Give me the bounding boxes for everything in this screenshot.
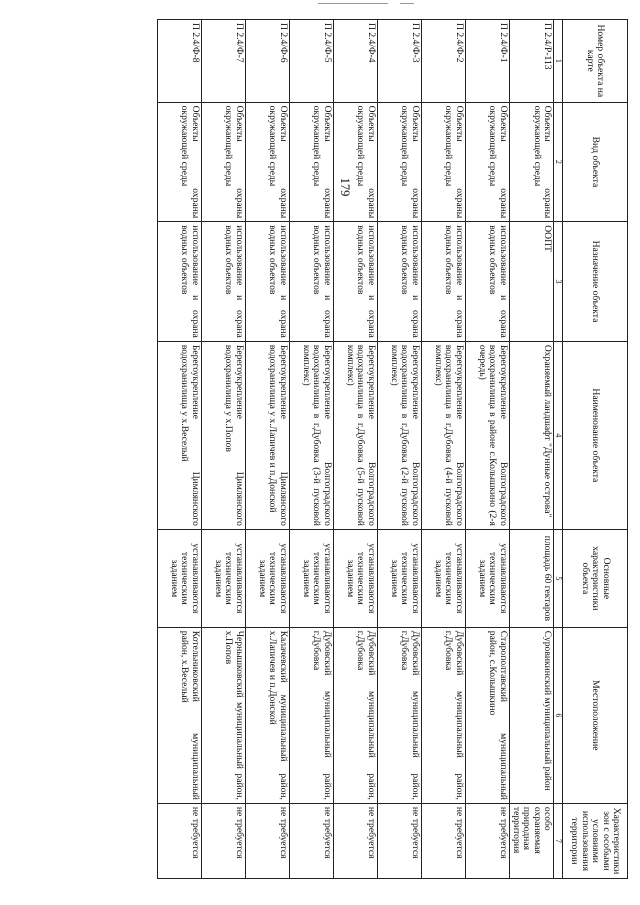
object-location-cell: Дубовский муниципальный район, г.Дубовка — [289, 627, 333, 803]
objects-table — [157, 19, 628, 879]
object-location-cell: Калачевский муниципальный район, х.Лапичев и п.Донской — [245, 627, 289, 803]
column-number: 6 — [554, 627, 563, 803]
column-header: Основные характеристики объекта — [563, 529, 628, 627]
object-purpose-cell: использование и охрана водных объектов — [289, 222, 333, 342]
rotated-table-wrapper — [130, 19, 628, 879]
zone-characteristics-cell: не требуется — [333, 803, 377, 878]
object-purpose-cell: использование и охрана водных объектов — [201, 222, 245, 342]
scan-edge-mark — [318, 3, 388, 4]
object-number-cell: П 2.4/Ф-7 — [201, 20, 245, 103]
table-body — [157, 20, 553, 879]
scan-edge-mark — [400, 3, 414, 4]
object-kind-cell: Объекты охраны окружающей среды — [289, 102, 333, 222]
object-purpose-cell: использование и охрана водных объектов — [421, 222, 465, 342]
table-row — [289, 20, 333, 879]
object-number-cell: П 2.4/Ф-3 — [377, 20, 421, 103]
object-location-cell: Дубовский муниципальный район, г.Дубовка — [333, 627, 377, 803]
object-number-cell: П 2.4/Ф-4 — [333, 20, 377, 103]
object-purpose-cell: использование и охрана водных объектов — [465, 222, 509, 342]
object-kind-cell: Объекты охраны окружающей среды — [157, 102, 201, 222]
object-characteristics-cell: устанавливаются техническим заданием — [465, 529, 509, 627]
object-kind-cell: Объекты охраны окружающей среды — [333, 102, 377, 222]
column-header: Характеристики зон с особыми условиями использования территории — [563, 803, 628, 878]
column-number: 2 — [554, 102, 563, 222]
object-characteristics-cell: устанавливаются техническим заданием — [333, 529, 377, 627]
object-location-cell: Старополтавский муниципальный район, с.Колышкино — [465, 627, 509, 803]
object-characteristics-cell: устанавливаются техническим заданием — [245, 529, 289, 627]
object-name-cell: Берегоукрепление Волгоградского водохранилища в районе с.Колышкино (2-я очередь) — [465, 341, 509, 529]
object-name-cell: Охраняемый ландшафт "Дунные острова" — [509, 341, 553, 529]
object-location-cell: Дубовский муниципальный район, г.Дубовка — [377, 627, 421, 803]
object-number-cell: П 2.4/Р-113 — [509, 20, 553, 103]
object-number-cell: П 2.4/Ф-6 — [245, 20, 289, 103]
object-characteristics-cell: устанавливаются техническим заданием — [157, 529, 201, 627]
table-row — [465, 20, 509, 879]
zone-characteristics-cell: не требуется — [245, 803, 289, 878]
object-location-cell: Чернышковский муниципальный район, х.Попов — [201, 627, 245, 803]
column-number: 3 — [554, 222, 563, 342]
zone-characteristics-cell: не требуется — [157, 803, 201, 878]
object-purpose-cell: ООПТ — [509, 222, 553, 342]
object-location-cell: Дубовский муниципальный район, г.Дубовка — [421, 627, 465, 803]
table-row — [245, 20, 289, 879]
table-row — [377, 20, 421, 879]
object-number-cell: П 2.4/Ф-1 — [465, 20, 509, 103]
object-location-cell: Котельниковский муниципальный район, х.Веселый — [157, 627, 201, 803]
column-number: 5 — [554, 529, 563, 627]
object-location-cell: Суровикинский муниципальный район — [509, 627, 553, 803]
object-kind-cell: Объекты охраны окружающей среды — [465, 102, 509, 222]
column-number: 4 — [554, 341, 563, 529]
object-number-cell: П 2.4/Ф-5 — [289, 20, 333, 103]
object-kind-cell: Объекты охраны окружающей среды — [509, 102, 553, 222]
zone-characteristics-cell: не требуется — [465, 803, 509, 878]
object-kind-cell: Объекты охраны окружающей среды — [377, 102, 421, 222]
table-row — [509, 20, 553, 879]
table-row — [201, 20, 245, 879]
column-number-row — [554, 20, 563, 879]
object-purpose-cell: использование и охрана водных объектов — [245, 222, 289, 342]
object-kind-cell: Объекты охраны окружающей среды — [245, 102, 289, 222]
object-number-cell: П 2.4/Ф-8 — [157, 20, 201, 103]
object-characteristics-cell: площадь 60 гектаров — [509, 529, 553, 627]
object-name-cell: Берегоукрепление Волгоградского водохранилища в г.Дубовка (3-й пусковой комплекс) — [289, 341, 333, 529]
object-purpose-cell: использование и охрана водных объектов — [377, 222, 421, 342]
object-characteristics-cell: устанавливаются техническим заданием — [377, 529, 421, 627]
object-name-cell: Берегоукрепление Цимлянского водохранилища у х.Попов — [201, 341, 245, 529]
table-header-row — [563, 20, 628, 879]
object-characteristics-cell: устанавливаются техническим заданием — [201, 529, 245, 627]
column-header: Номер объекта на карте — [563, 20, 628, 103]
object-kind-cell: Объекты охраны окружающей среды — [201, 102, 245, 222]
column-header: Назначение объекта — [563, 222, 628, 342]
object-name-cell: Берегоукрепление Волгоградского водохранилища в г.Дубовка (5-й пусковой комплекс) — [333, 341, 377, 529]
object-purpose-cell: использование и охрана водных объектов — [157, 222, 201, 342]
table-row — [157, 20, 201, 879]
column-header: Вид объекта — [563, 102, 628, 222]
object-name-cell: Берегоукрепление Цимлянского водохранилища у х.Веселый — [157, 341, 201, 529]
column-number: 1 — [554, 20, 563, 103]
object-kind-cell: Объекты охраны окружающей среды — [421, 102, 465, 222]
zone-characteristics-cell: не требуется — [377, 803, 421, 878]
object-name-cell: Берегоукрепление Волгоградского водохранилища в г.Дубовка (4-й пусковой комплекс) — [421, 341, 465, 529]
object-characteristics-cell: устанавливаются техническим заданием — [289, 529, 333, 627]
object-name-cell: Берегоукрепление Цимлянского водохранилища у х.Лапичев и п.Донской — [245, 341, 289, 529]
column-number: 7 — [554, 803, 563, 878]
table-row — [333, 20, 377, 879]
zone-characteristics-cell: особо охраняемая природная территория — [509, 803, 553, 878]
column-header: Местоположение — [563, 627, 628, 803]
zone-characteristics-cell: не требуется — [421, 803, 465, 878]
object-purpose-cell: использование и охрана водных объектов — [333, 222, 377, 342]
table-row — [421, 20, 465, 879]
column-header: Наименование объекта — [563, 341, 628, 529]
zone-characteristics-cell: не требуется — [289, 803, 333, 878]
object-characteristics-cell: устанавливаются техническим заданием — [421, 529, 465, 627]
object-number-cell: П 2.4/Ф-2 — [421, 20, 465, 103]
object-name-cell: Берегоукрепление Волгоградского водохранилища в г.Дубовка (2-й пусковой комплекс) — [377, 341, 421, 529]
zone-characteristics-cell: не требуется — [201, 803, 245, 878]
page-number: 179 — [338, 177, 352, 197]
